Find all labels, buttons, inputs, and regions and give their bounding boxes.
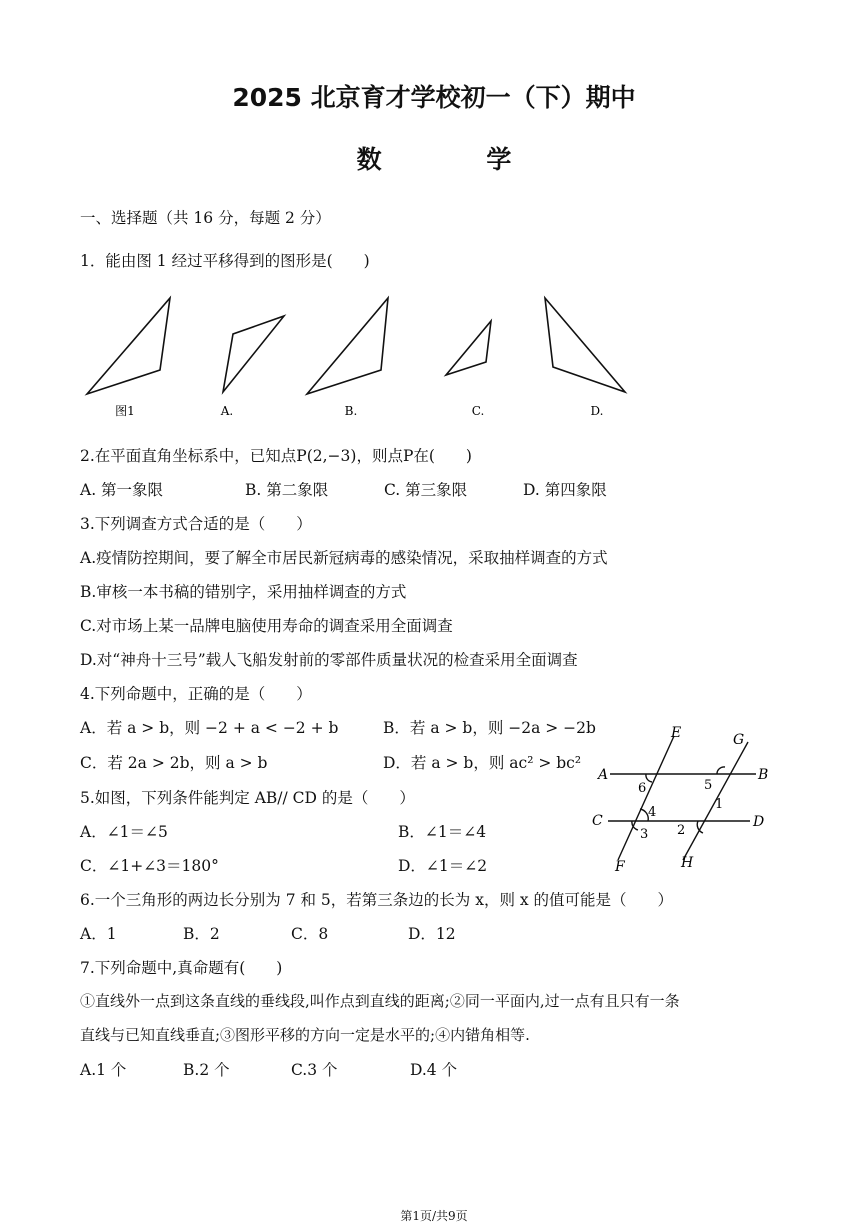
q4-option-a: A．若 a > b，则 −2 + a < −2 + b (80, 719, 339, 737)
q7-option-a: A.1 个 (80, 1061, 127, 1079)
q6-option-a: A．1 (80, 925, 117, 943)
q7-option-b: B.2 个 (183, 1061, 230, 1079)
q6-option-c: C．8 (291, 925, 329, 943)
angle-arc-4 (640, 809, 648, 821)
q5-parallel-lines-figure (588, 722, 788, 877)
q3-option-d: D.对“神舟十三号”载人飞船发射前的零部件质量状况的检查采用全面调查 (80, 651, 578, 669)
q3-option-c: C.对市场上某一品牌电脑使用寿命的调查采用全面调查 (80, 617, 453, 635)
q7-stem: 7.下列命题中,真命题有( ) (80, 959, 283, 977)
q2-stem: 2.在平面直角坐标系中，已知点P(2,−3)，则点P在( ) (80, 447, 472, 465)
triangle-option-a (223, 316, 284, 392)
q1-triangles-figure (75, 292, 645, 427)
label-figure-1: 图1 (115, 404, 135, 418)
angle-label-4: 4 (648, 805, 657, 820)
label-c: C (592, 813, 603, 829)
label-option-c: C. (471, 404, 485, 418)
label-f: F (615, 859, 625, 875)
q3-option-a: A.疫情防控期间，要了解全市居民新冠病毒的感染情况，采取抽样调查的方式 (80, 549, 608, 567)
angle-label-3: 3 (640, 827, 649, 842)
q2-option-d: D. 第四象限 (523, 481, 607, 499)
label-d: D (753, 814, 765, 830)
section-heading: 一、选择题（共 16 分，每题 2 分） (80, 209, 331, 227)
q7-body-line-2: 直线与已知直线垂直;③图形平移的方向一定是水平的;④内错角相等. (80, 1026, 530, 1044)
q5-option-d: D．∠1＝∠2 (398, 857, 488, 875)
triangle-option-c (446, 321, 491, 375)
q5-option-b: B．∠1＝∠4 (398, 823, 487, 841)
angle-arc-6 (646, 774, 652, 782)
q3-option-b: B.审核一本书稿的错别字，采用抽样调查的方式 (80, 583, 407, 601)
q4-option-b: B．若 a > b，则 −2a > −2b (383, 719, 596, 737)
angle-label-6: 6 (638, 781, 647, 796)
q6-option-d: D．12 (408, 925, 456, 943)
q5-stem: 5.如图，下列条件能判定 AB// CD 的是（ ） (80, 789, 415, 807)
angle-label-5: 5 (704, 778, 713, 793)
q6-option-b: B．2 (183, 925, 220, 943)
label-option-d: D. (590, 404, 604, 418)
label-b: B (758, 767, 769, 783)
q1-stem: 1．能由图 1 经过平移得到的图形是( ) (80, 252, 370, 270)
angle-label-1: 1 (715, 797, 724, 812)
label-g: G (733, 732, 745, 748)
triangle-option-d (545, 298, 625, 392)
q2-option-c: C. 第三象限 (384, 481, 468, 499)
subject-title: 数 学 (356, 145, 560, 174)
q7-option-d: D.4 个 (410, 1061, 458, 1079)
label-a: A (598, 767, 609, 783)
label-h: H (681, 855, 694, 871)
q2-option-a: A. 第一象限 (80, 481, 164, 499)
q2-option-b: B. 第二象限 (245, 481, 329, 499)
angle-label-2: 2 (677, 823, 686, 838)
q5-option-a: A．∠1＝∠5 (80, 823, 168, 841)
q3-stem: 3.下列调查方式合适的是（ ） (80, 515, 312, 533)
q4-option-c: C．若 2a > 2b，则 a > b (80, 754, 268, 772)
label-option-b: B. (344, 404, 358, 418)
q5-option-c: C．∠1+∠3＝180° (80, 857, 219, 875)
q6-stem: 6.一个三角形的两边长分别为 7 和 5，若第三条边的长为 x，则 x 的值可能是（ ） (80, 891, 674, 909)
page-number: 第1页/共9页 (400, 1209, 468, 1223)
triangle-figure-1 (87, 298, 170, 394)
triangle-option-b (307, 298, 388, 394)
label-option-a: A. (220, 404, 234, 418)
q7-option-c: C.3 个 (291, 1061, 338, 1079)
angle-arc-5 (717, 767, 725, 774)
document-title: 2025 北京育才学校初一（下）期中 (232, 83, 636, 112)
q4-stem: 4.下列命题中，正确的是（ ） (80, 685, 312, 703)
q4-option-d: D．若 a > b，则 ac² > bc² (383, 754, 582, 772)
q7-body-line-1: ①直线外一点到这条直线的垂线段,叫作点到直线的距离;②同一平面内,过一点有且只有一条 (80, 992, 680, 1010)
label-e: E (671, 725, 682, 741)
